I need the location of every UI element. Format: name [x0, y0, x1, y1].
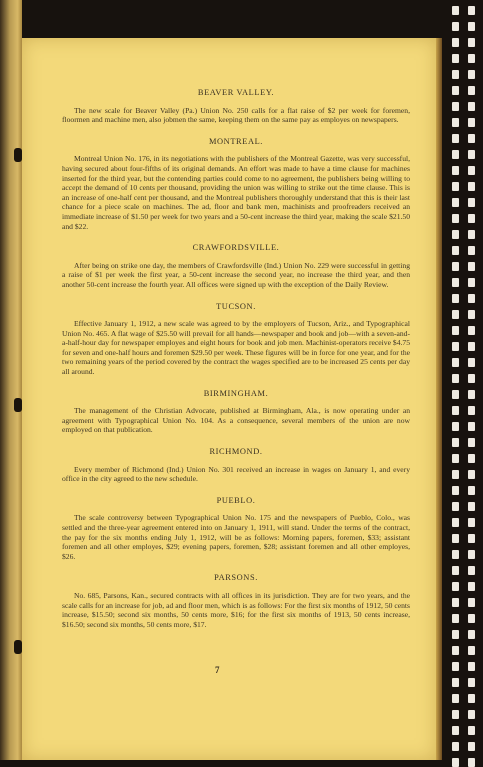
perforation-hole	[468, 70, 475, 79]
perforation-hole	[468, 54, 475, 63]
section-richmond	[62, 447, 410, 484]
perforation-hole	[468, 150, 475, 159]
perforation-hole	[452, 342, 459, 351]
perforation-hole	[452, 438, 459, 447]
perforation-hole	[468, 342, 475, 351]
page-content	[62, 88, 410, 641]
perforation-hole	[452, 22, 459, 31]
perforation-hole	[468, 198, 475, 207]
perforation-hole	[468, 358, 475, 367]
section-text: No. 685, Parsons, Kan., secured contracts with all offices in its jurisdiction. They are for two years, and the scale calls for an increase for job, ad and floor men, which is as follows: For the first six months of 1912, 50 cents increase, $15.50; second six months, 50 cents more, $16; for the first six months of 1913, 50 cents increase, $16.50; second six months, 50 cents more, $17.	[62, 590, 410, 629]
film-perforations	[446, 0, 483, 760]
perforation-hole	[468, 166, 475, 175]
perforation-hole	[452, 694, 459, 703]
perforation-hole	[452, 134, 459, 143]
perforation-hole	[468, 38, 475, 47]
perforation-hole	[468, 294, 475, 303]
binder-hole	[14, 148, 22, 162]
perforation-hole	[452, 86, 459, 95]
perforation-hole	[452, 6, 459, 15]
perforation-hole	[468, 646, 475, 655]
perforation-hole	[468, 518, 475, 527]
perforation-hole	[452, 278, 459, 287]
section-text: Effective January 1, 1912, a new scale was agreed to by the employers of Tucson, Ariz., and Typographical Union No. 465. A flat wage of $25.50 will prevail for all hands—newspaper and book and job—with a seven-and-a-half-hour day for newspaper employes and eight hours for book and job men. Machinist-operators receive $4.75 for seven and one-half hours and foremen $29.50 per week. These figures will be in force for one year, and for the two remaining years of the period covered by the contract the wages specified are to be increased 25 cents per day all around.	[62, 319, 410, 377]
binder-hole	[14, 398, 22, 412]
perforation-hole	[468, 134, 475, 143]
perforation-hole	[452, 710, 459, 719]
perforation-hole	[452, 230, 459, 239]
perforation-hole	[452, 406, 459, 415]
perforation-hole	[468, 374, 475, 383]
section-heading: BEAVER VALLEY.	[197, 88, 275, 97]
perforation-hole	[452, 566, 459, 575]
perforation-hole	[468, 246, 475, 255]
perforation-hole	[452, 422, 459, 431]
perforation-hole	[468, 694, 475, 703]
perforation-hole	[452, 630, 459, 639]
perforation-hole	[452, 454, 459, 463]
section-tucson	[62, 302, 410, 377]
perforation-hole	[468, 550, 475, 559]
perforation-hole	[452, 310, 459, 319]
section-heading: CRAWFORDSVILLE.	[192, 243, 280, 253]
section-parsons	[62, 573, 410, 629]
section-text: The management of the Christian Advocate, published at Birmingham, Ala., is now operating under an agreement with Typographical Union No. 104. As a consequence, several members of the union are now employed on that publication.	[62, 406, 410, 435]
perforation-hole	[452, 182, 459, 191]
section-text: Montreal Union No. 176, in its negotiations with the publishers of the Montreal Gazette, was very successful, having secured about four-fifths of its original demands. An effort was made to have a time clause for machines inserted for the third year, but the contending parties could come to no agreement, the publishers being willing to accept the demand of 10 cents per thousand, providing the union was willing to strike out the time clause. This is an increase of one-half cent per thousand, and the Montreal publishers thoroughly understand that this is their last chance for a piece scale on machines. The ad, floor and bank men, machinists and proofreaders received an immediate increase of $1.50 per week for two years and a 50-cent increase the third year, making the scale $21.50 and $22.	[62, 154, 410, 231]
section-text: Every member of Richmond (Ind.) Union No. 301 received an increase in wages on January 1, and every office in the city agreed to the new schedule.	[62, 464, 410, 484]
perforation-hole	[452, 166, 459, 175]
perforation-hole	[452, 662, 459, 671]
perforation-hole	[468, 534, 475, 543]
perforation-hole	[468, 390, 475, 399]
perforation-hole	[468, 438, 475, 447]
perforation-hole	[452, 726, 459, 735]
section-pueblo	[62, 496, 410, 562]
perforation-hole	[452, 502, 459, 511]
perforation-hole	[468, 102, 475, 111]
perforation-hole	[468, 726, 475, 735]
perforation-hole	[468, 758, 475, 767]
perforation-hole	[468, 230, 475, 239]
perforation-hole	[468, 630, 475, 639]
perforation-hole	[468, 326, 475, 335]
perforation-hole	[468, 678, 475, 687]
perforation-hole	[452, 262, 459, 271]
perforation-hole	[468, 22, 475, 31]
perforation-hole	[452, 614, 459, 623]
perforation-hole	[452, 470, 459, 479]
perforation-hole	[468, 6, 475, 15]
binder-hole	[14, 640, 22, 654]
perforation-hole	[452, 518, 459, 527]
perforation-hole	[452, 70, 459, 79]
perforation-hole	[468, 470, 475, 479]
perforation-hole	[452, 38, 459, 47]
perforation-hole	[468, 614, 475, 623]
perforation-hole	[452, 294, 459, 303]
perforation-hole	[468, 454, 475, 463]
perforation-hole	[452, 118, 459, 127]
section-heading: RICHMOND.	[209, 447, 263, 457]
perforation-hole	[468, 214, 475, 223]
section-heading: TUCSON.	[216, 301, 256, 311]
section-montreal	[62, 137, 410, 231]
perforation-hole	[452, 246, 459, 255]
perforation-hole	[452, 374, 459, 383]
perforation-hole	[452, 678, 459, 687]
perforation-hole	[452, 758, 459, 767]
page-number: 7	[215, 665, 220, 675]
section-crawfordsville	[62, 243, 410, 289]
section-text: After being on strike one day, the members of Crawfordsville (Ind.) Union No. 229 were successful in getting a raise of $1 per week the first year, a 50-cent increase the second year, no increase the third year, and then another 50-cent increase the fourth year. All offices were signed up with the exception of the Daily Review.	[62, 260, 410, 289]
perforation-hole	[468, 582, 475, 591]
perforation-hole	[452, 198, 459, 207]
perforation-hole	[468, 502, 475, 511]
perforation-hole	[452, 646, 459, 655]
perforation-hole	[452, 486, 459, 495]
section-heading: PARSONS.	[214, 573, 258, 583]
perforation-hole	[452, 598, 459, 607]
binder-spine	[0, 0, 22, 760]
section-beaver-valley	[62, 88, 410, 125]
perforation-hole	[452, 150, 459, 159]
perforation-hole	[468, 262, 475, 271]
perforation-hole	[452, 534, 459, 543]
perforation-hole	[468, 422, 475, 431]
perforation-hole	[468, 742, 475, 751]
section-birmingham	[62, 389, 410, 435]
perforation-hole	[468, 278, 475, 287]
perforation-hole	[452, 214, 459, 223]
perforation-hole	[452, 54, 459, 63]
perforation-hole	[452, 550, 459, 559]
perforation-hole	[452, 582, 459, 591]
section-heading: PUEBLO.	[216, 495, 256, 505]
section-heading: MONTREAL.	[208, 136, 264, 146]
perforation-hole	[468, 406, 475, 415]
perforation-hole	[468, 182, 475, 191]
document-page	[22, 38, 436, 760]
perforation-hole	[468, 662, 475, 671]
perforation-hole	[468, 118, 475, 127]
section-text: The scale controversy between Typographical Union No. 175 and the newspapers of Pueblo, Colo., was settled and the three-year agreement entered into on January 1, 1911, will stand. Under the terms of the contract, the pay for the six months ending July 1, 1912, will be as follows: Morning papers, foremen, $33; assistant foremen and all other employes, $29; evening papers, foremen, $28; assistant foremen and all other employes, $26.	[62, 513, 410, 561]
perforation-hole	[452, 390, 459, 399]
page-edge	[436, 38, 442, 760]
perforation-hole	[452, 742, 459, 751]
section-heading: BIRMINGHAM.	[203, 388, 269, 398]
perforation-hole	[468, 310, 475, 319]
perforation-hole	[468, 486, 475, 495]
perforation-hole	[468, 710, 475, 719]
perforation-hole	[468, 566, 475, 575]
section-text: The new scale for Beaver Valley (Pa.) Union No. 250 calls for a flat raise of $2 per week for foremen, floormen and machine men, also jobmen the same, keeping them on the same pay as employes on newspapers.	[62, 105, 410, 125]
perforation-hole	[468, 598, 475, 607]
perforation-hole	[452, 102, 459, 111]
perforation-hole	[452, 326, 459, 335]
perforation-hole	[468, 86, 475, 95]
perforation-hole	[452, 358, 459, 367]
